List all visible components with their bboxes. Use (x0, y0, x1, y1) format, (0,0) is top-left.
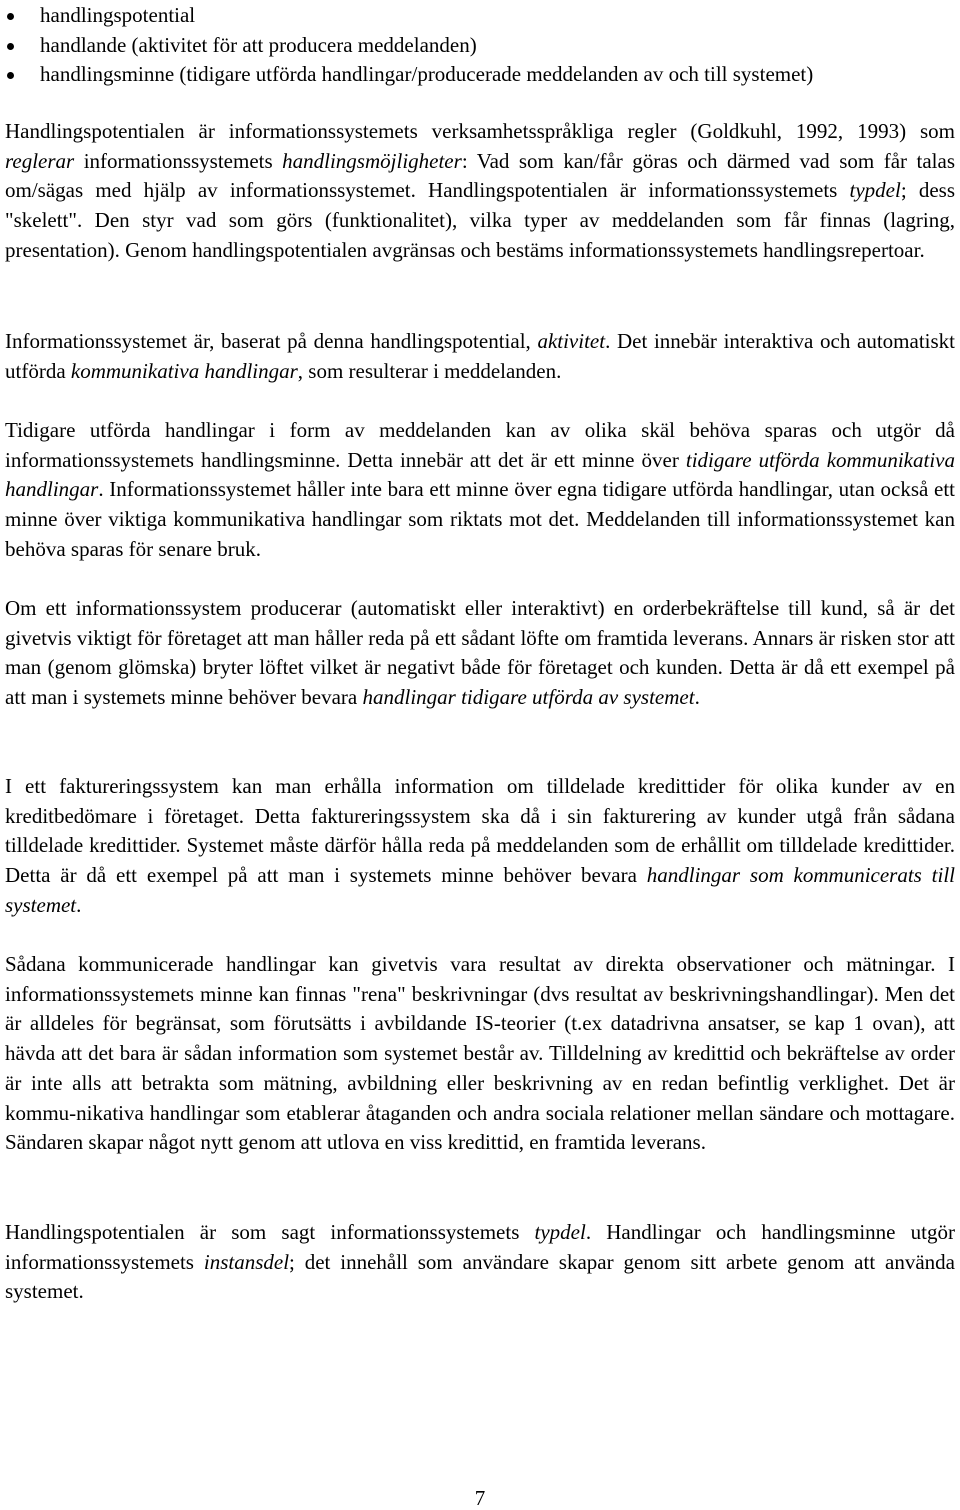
paragraph (5, 327, 955, 386)
text-run: ; det innehåll som användare skapar genom sitt arbete genom att använda systemet. (5, 1249, 955, 1304)
text-run: Sådana kommunicerade handlingar kan givetvis vara resultat av direkta observationer och mätningar. I informationssystemets minne kan finnas "rena" beskrivningar (dvs resultat av beskrivningshandlingar). Men det är alldeles för begränsat, som förutsätts i avbildande IS-teorier (t.ex datadrivna ansatser, se kap 1 ovan), att hävda att det bara är sådan information som systemet består av. Tilldelning av kredittid och bekräftelse av order är inte alls att betrakta som mätning, avbildning eller beskrivning av en redan befintlig verklighet. Det är kommu-nikativa handlingar som etablerar åtaganden och andra sociala relationer mellan sändare och mottagare. Sändaren skapar något nytt genom att utlova en viss kredittid, en framtida leverans. (5, 952, 955, 1155)
text-run: . (694, 685, 700, 710)
text-run: Handlingspotentialen är som sagt informationssystemets (5, 1220, 535, 1244)
paragraph (5, 772, 955, 921)
paragraph (5, 117, 955, 266)
text-run: . Handlingar och handlingsminne utgör informationssystemets (5, 1220, 955, 1274)
text-run: Om ett informationssystem producerar (automatiskt eller interaktivt) en orderbekräftelse till kund, så är det givetvis viktigt för företaget att man håller reda på ett sådant löfte om framtida leverans. Annars är risken stor att man (genom glömska) bryter löftet vilket är negativt både för företaget och kunden. Detta är då ett exempel på att man i systemets minne behöver bevara (5, 596, 955, 710)
bullet-list (5, 1, 955, 90)
paragraph (5, 950, 955, 1158)
paragraph (5, 416, 955, 565)
italic-text: tidigare utförda kommunikativa handlingar (5, 447, 955, 502)
text-run: ; dess "skelett". Den styr vad som görs (funktionalitet), vilka typer av meddelanden som får finnas (lagring, presentation). Genom handlingspotentialen avgränsas och bestäms informationssystemets handlingsrepertoar. (5, 178, 956, 262)
bullet-item: handlingsminne (tidigare utförda handlingar/producerade meddelanden av och till systemet) (5, 60, 955, 90)
bullet-item: handlingspotential (5, 1, 955, 31)
page-number: 7 (474, 1486, 486, 1510)
text-run: I ett faktureringssystem kan man erhålla information om tilldelade kredittider för olika kunder av en kreditbedömare i företaget. Detta faktureringssystem ska då i sin fakturering av kunder utgå från sådana tilldelade kredittider. Systemet måste därför hålla reda på meddelanden som de erhållit om tilldelade kredittider. Detta är då ett exempel på att man i systemets minne behöver bevara (5, 774, 955, 888)
italic-text: handlingar som kommunicerats till systemet (5, 863, 955, 917)
italic-text: reglerar (5, 148, 75, 173)
italic-text: typdel (534, 1220, 586, 1244)
text-run: . (76, 892, 82, 917)
italic-text: handlingsmöjligheter (282, 148, 462, 173)
text-run: . Det innebär interaktiva och automatiskt utförda (5, 329, 955, 383)
italic-text: instansdel (203, 1249, 290, 1274)
text-run: informationssystemets (74, 148, 283, 173)
italic-text: typdel (849, 178, 901, 203)
text-run: : Vad som kan/får göras och därmed vad som får talas om/sägas med hjälp av informationssystemet. Handlingspotentialen är informationssystemets (5, 148, 955, 203)
bullet-item: handlande (aktivitet för att producera meddelanden) (5, 31, 955, 61)
italic-text: handlingar tidigare utförda av systemet (362, 685, 695, 710)
paragraph (5, 594, 955, 713)
text-run: Tidigare utförda handlingar i form av meddelanden kan av olika skäl behöva sparas och utgör då informationssystemets handlingsminne. Detta innebär att det är ett minne över (5, 418, 955, 472)
text-run: , som resulterar i meddelanden. (297, 358, 562, 383)
text-run: . Informationssystemet håller inte bara ett minne över egna tidigare utförda handlingar, utan också ett minne över viktiga kommunikativa handlingar som riktats mot det. Meddelanden till informationssystemet kan behöva sparas för senare bruk. (5, 477, 955, 561)
text-run: Informationssystemet är, baserat på denna handlingspotential, (5, 329, 538, 353)
paragraph (5, 1218, 955, 1307)
text-run: Handlingspotentialen är informationssystemets verksamhetsspråkliga regler (Goldkuhl, 1992, 1993) som (5, 119, 955, 143)
italic-text: aktivitet (537, 329, 606, 353)
italic-text: kommunikativa handlingar (70, 358, 298, 383)
